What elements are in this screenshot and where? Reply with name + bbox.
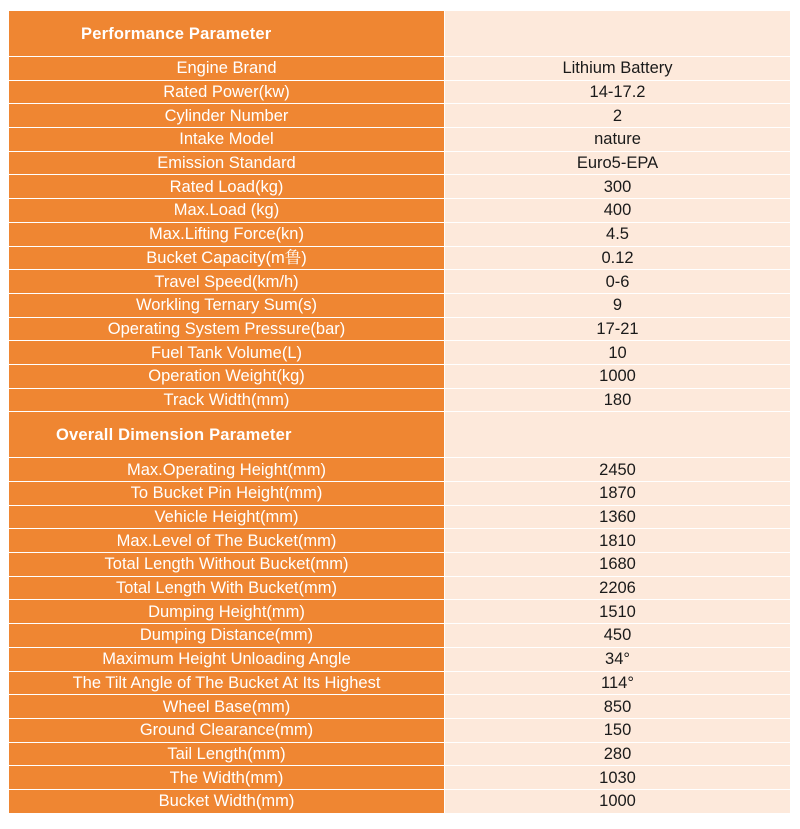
table-row [9, 175, 791, 199]
parameter-value: 2 [445, 104, 791, 128]
parameter-label: The Width(mm) [9, 766, 445, 790]
spec-table [8, 10, 791, 814]
table-row [9, 671, 791, 695]
parameter-label: Total Length With Bucket(mm) [9, 576, 445, 600]
parameter-value: 17-21 [445, 317, 791, 341]
table-row [9, 624, 791, 648]
parameter-label: Rated Load(kg) [9, 175, 445, 199]
section-title: Performance Parameter [9, 11, 445, 57]
parameter-value: 14-17.2 [445, 80, 791, 104]
parameter-label: Max.Operating Height(mm) [9, 458, 445, 482]
parameter-label: Wheel Base(mm) [9, 695, 445, 719]
parameter-value: 1360 [445, 505, 791, 529]
table-row [9, 576, 791, 600]
parameter-label: Max.Lifting Force(kn) [9, 222, 445, 246]
parameter-label: Ground Clearance(mm) [9, 718, 445, 742]
parameter-value: 450 [445, 624, 791, 648]
section-header-row [9, 412, 791, 458]
table-row [9, 317, 791, 341]
parameter-value: 1000 [445, 364, 791, 388]
table-row [9, 458, 791, 482]
parameter-label: The Tilt Angle of The Bucket At Its Highest [9, 671, 445, 695]
table-row [9, 388, 791, 412]
table-row [9, 104, 791, 128]
parameter-value: 280 [445, 742, 791, 766]
parameter-label: Max.Load (kg) [9, 199, 445, 223]
table-row [9, 80, 791, 104]
parameter-value: 1000 [445, 789, 791, 813]
parameter-label: Bucket Capacity(m鲁) [9, 246, 445, 270]
parameter-value: 1810 [445, 529, 791, 553]
parameter-value: 114° [445, 671, 791, 695]
table-row [9, 529, 791, 553]
table-row [9, 199, 791, 223]
parameter-label: Cylinder Number [9, 104, 445, 128]
parameter-value: 0.12 [445, 246, 791, 270]
parameter-value: 850 [445, 695, 791, 719]
table-row [9, 151, 791, 175]
table-row [9, 270, 791, 294]
parameter-value: 150 [445, 718, 791, 742]
parameter-value: 1680 [445, 553, 791, 577]
parameter-label: Workling Ternary Sum(s) [9, 293, 445, 317]
parameter-label: Total Length Without Bucket(mm) [9, 553, 445, 577]
parameter-label: To Bucket Pin Height(mm) [9, 482, 445, 506]
parameter-value: Euro5-EPA [445, 151, 791, 175]
parameter-label: Travel Speed(km/h) [9, 270, 445, 294]
parameter-value: 0-6 [445, 270, 791, 294]
parameter-value: 400 [445, 199, 791, 223]
table-row [9, 647, 791, 671]
parameter-value: 300 [445, 175, 791, 199]
parameter-label: Bucket Width(mm) [9, 789, 445, 813]
table-row [9, 482, 791, 506]
parameter-label: Emission Standard [9, 151, 445, 175]
parameter-value: 2206 [445, 576, 791, 600]
parameter-value: 180 [445, 388, 791, 412]
parameter-label: Engine Brand [9, 57, 445, 81]
section-header-value-cell [445, 412, 791, 458]
parameter-label: Vehicle Height(mm) [9, 505, 445, 529]
section-header-value-cell [445, 11, 791, 57]
parameter-value: 1030 [445, 766, 791, 790]
table-row [9, 341, 791, 365]
parameter-value: 1510 [445, 600, 791, 624]
table-row [9, 742, 791, 766]
parameter-label: Tail Length(mm) [9, 742, 445, 766]
parameter-value: 1870 [445, 482, 791, 506]
parameter-value: 2450 [445, 458, 791, 482]
table-row [9, 364, 791, 388]
parameter-label: Maximum Height Unloading Angle [9, 647, 445, 671]
table-row [9, 128, 791, 152]
parameter-value: 4.5 [445, 222, 791, 246]
table-row [9, 766, 791, 790]
parameter-label: Dumping Distance(mm) [9, 624, 445, 648]
parameter-label: Rated Power(kw) [9, 80, 445, 104]
table-row [9, 718, 791, 742]
spec-table-body [9, 11, 791, 814]
parameter-label: Max.Level of The Bucket(mm) [9, 529, 445, 553]
table-row [9, 553, 791, 577]
parameter-label: Fuel Tank Volume(L) [9, 341, 445, 365]
parameter-value: 9 [445, 293, 791, 317]
table-row [9, 695, 791, 719]
table-row [9, 246, 791, 270]
parameter-value: Lithium Battery [445, 57, 791, 81]
parameter-label: Operation Weight(kg) [9, 364, 445, 388]
parameter-value: 34° [445, 647, 791, 671]
table-row [9, 600, 791, 624]
parameter-label: Operating System Pressure(bar) [9, 317, 445, 341]
parameter-label: Dumping Height(mm) [9, 600, 445, 624]
table-row [9, 57, 791, 81]
parameter-label: Intake Model [9, 128, 445, 152]
table-row [9, 505, 791, 529]
table-row [9, 293, 791, 317]
table-row [9, 222, 791, 246]
section-header-row [9, 11, 791, 57]
parameter-label: Track Width(mm) [9, 388, 445, 412]
section-title: Overall Dimension Parameter [9, 412, 445, 458]
table-row [9, 789, 791, 813]
parameter-value: 10 [445, 341, 791, 365]
parameter-value: nature [445, 128, 791, 152]
